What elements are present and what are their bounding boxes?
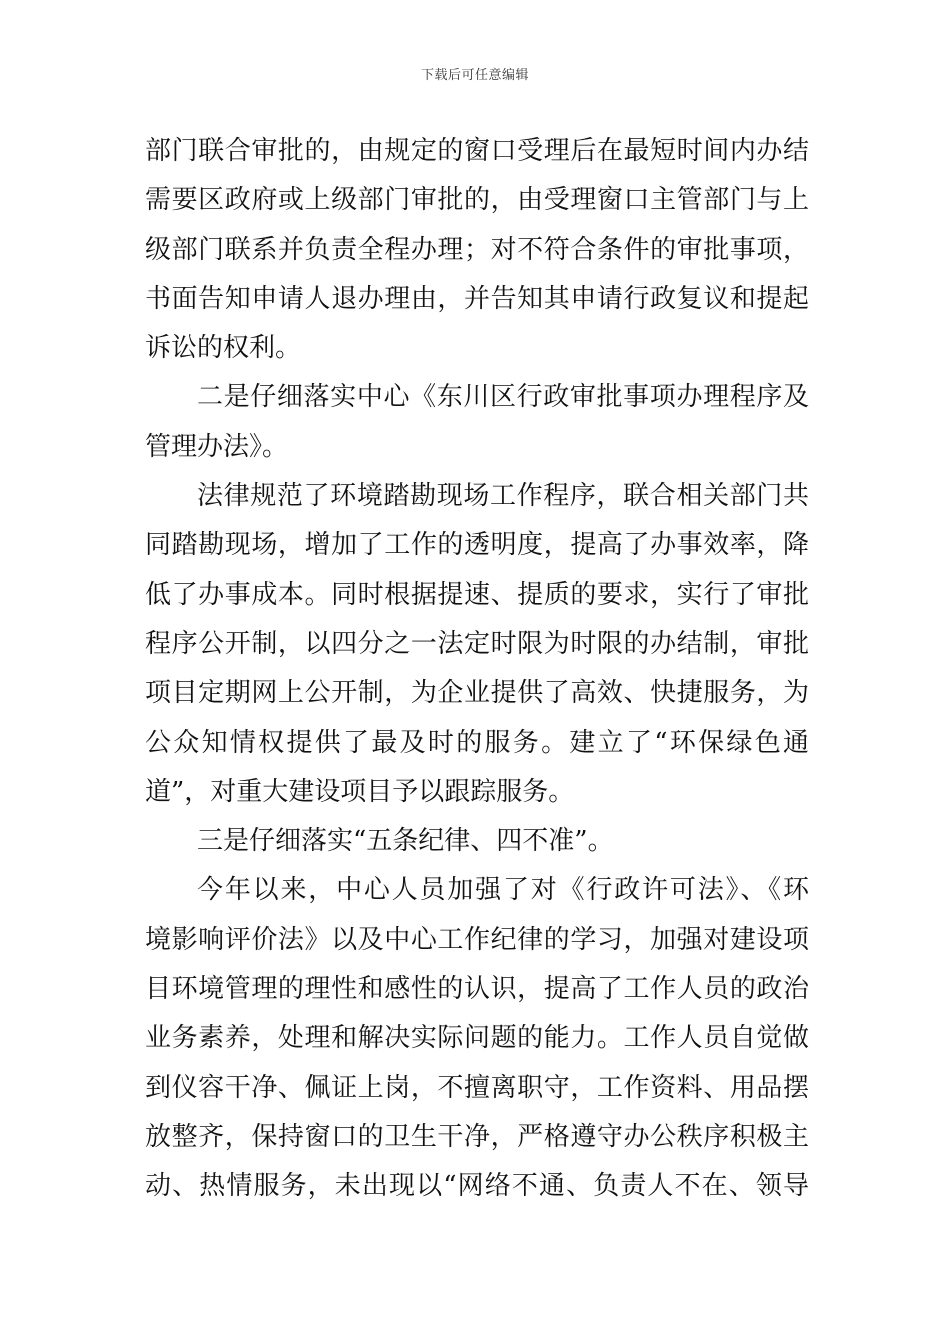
text-line: 境影响评价法》以及中心工作纪律的学习，加强对建设项 [145, 924, 809, 955]
text-line: 管理办法》。 [145, 431, 289, 462]
text-line: 到仪容干净、佩证上岗，不擅离职守，工作资料、用品摆 [145, 1072, 809, 1103]
page-header-note: 下载后可任意编辑 [420, 68, 529, 83]
text-line: 需要区政府或上级部门审批的，由受理窗口主管部门与上 [145, 185, 809, 216]
body-text [145, 127, 809, 1212]
text-line: 项目定期网上公开制，为企业提供了高效、快捷服务，为 [145, 678, 809, 709]
text-line: 诉讼的权利。 [145, 333, 302, 364]
text-line: 今年以来，中心人员加强了对《行政许可法》、《环 [197, 875, 809, 906]
text-line: 二是仔细落实中心《东川区行政审批事项办理程序及 [197, 382, 809, 413]
text-line: 放整齐，保持窗口的卫生干净，严格遵守办公秩序积极主 [145, 1121, 809, 1152]
text-line: 业务素养，处理和解决实际问题的能力。工作人员自觉做 [145, 1023, 809, 1054]
text-line: 目环境管理的理性和感性的认识，提高了工作人员的政治 [145, 974, 809, 1005]
text-line: 级部门联系并负责全程办理；对不符合条件的审批事项， [145, 234, 809, 265]
text-line: 公众知情权提供了最及时的服务。建立了“环保绿色通 [145, 727, 809, 758]
text-line: 同踏勘现场，增加了工作的透明度，提高了办事效率，降 [145, 530, 809, 561]
text-line: 三是仔细落实“五条纪律、四不准”。 [197, 826, 614, 857]
text-line: 法律规范了环境踏勘现场工作程序，联合相关部门共 [197, 481, 809, 512]
text-line: 动、热情服务，未出现以“网络不通、负责人不在、领导 [145, 1171, 809, 1202]
text-line: 低了办事成本。同时根据提速、提质的要求，实行了审批 [145, 579, 809, 610]
text-line: 道”，对重大建设项目予以跟踪服务。 [145, 776, 575, 807]
text-line: 书面告知申请人退办理由，并告知其申请行政复议和提起 [145, 283, 809, 314]
text-line: 程序公开制，以四分之一法定时限为时限的办结制，审批 [145, 628, 809, 659]
text-line: 部门联合审批的，由规定的窗口受理后在最短时间内办结 [145, 136, 809, 166]
